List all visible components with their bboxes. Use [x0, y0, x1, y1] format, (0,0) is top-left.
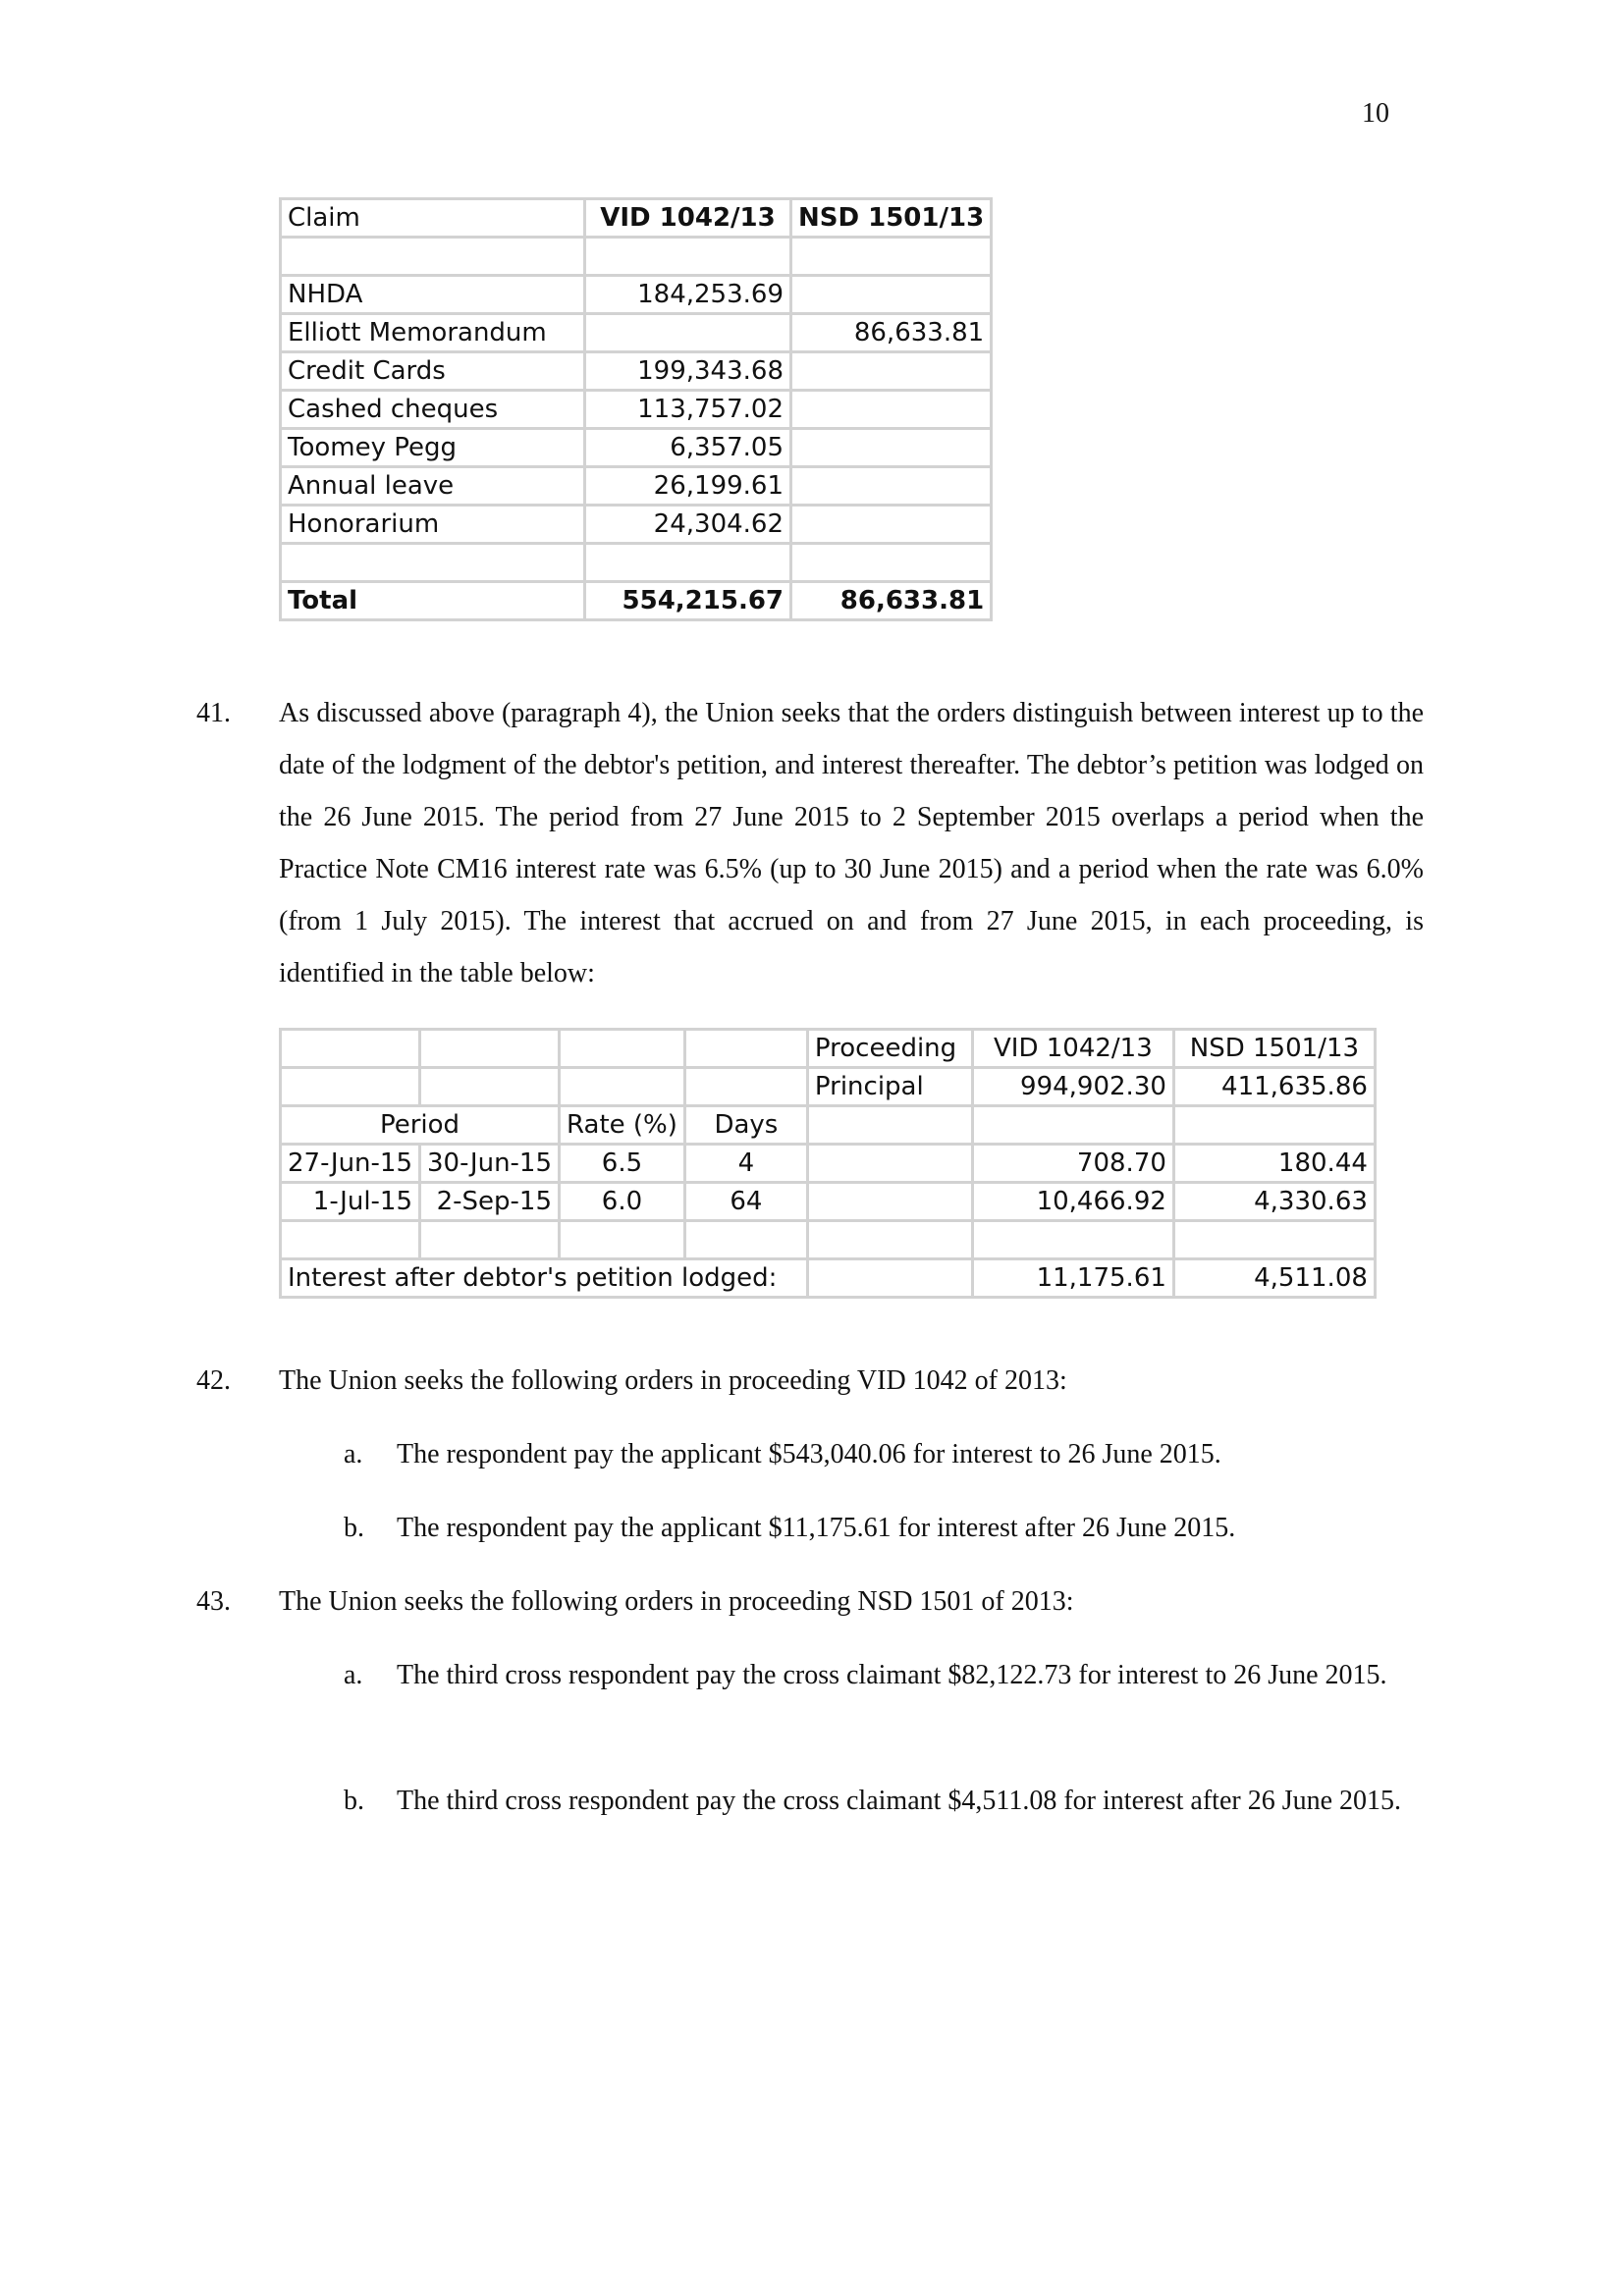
interest-table — [279, 1028, 1377, 1299]
claim-nsd-value — [791, 391, 992, 429]
item-label: a. — [344, 1660, 363, 1690]
item-text: The third cross respondent pay the cross claimant $4,511.08 for interest after 26 June 2015. — [397, 1786, 1402, 1816]
empty-row — [281, 1221, 1376, 1259]
table-row — [281, 1030, 1376, 1068]
period-end: 2-Sep-15 — [420, 1183, 560, 1221]
paragraph-42 — [196, 1355, 1424, 1407]
empty-row — [281, 544, 992, 582]
total-row — [281, 1259, 1376, 1298]
table-row — [281, 314, 992, 352]
claim-name: NHDA — [281, 276, 585, 314]
nsd-interest: 4,330.63 — [1173, 1183, 1375, 1221]
item-label: a. — [344, 1439, 363, 1469]
claim-name: Elliott Memorandum — [281, 314, 585, 352]
column-header-nsd: NSD 1501/13 — [791, 199, 992, 238]
claim-nsd-value: 86,633.81 — [791, 314, 992, 352]
order-item — [344, 1428, 1424, 1480]
claims-table — [279, 197, 993, 621]
period-header: Period — [281, 1106, 560, 1145]
page-number: 10 — [1362, 98, 1389, 129]
column-header-claim: Claim — [281, 199, 585, 238]
table-row — [281, 276, 992, 314]
column-header-nsd: NSD 1501/13 — [1173, 1030, 1375, 1068]
table-row — [281, 1068, 1376, 1106]
total-label: Total — [281, 582, 585, 620]
claim-vid-value: 26,199.61 — [585, 467, 791, 506]
days-value: 64 — [684, 1183, 807, 1221]
period-start: 1-Jul-15 — [281, 1183, 420, 1221]
item-text: The respondent pay the applicant $543,040.06 for interest to 26 June 2015. — [397, 1439, 1221, 1469]
proceeding-label: Proceeding — [807, 1030, 972, 1068]
empty-row — [281, 238, 992, 276]
order-item — [344, 1502, 1424, 1554]
vid-interest: 10,466.92 — [972, 1183, 1173, 1221]
paragraph-number: 42. — [196, 1365, 231, 1396]
claim-nsd-value — [791, 506, 992, 544]
claim-vid-value — [585, 314, 791, 352]
paragraph-number: 41. — [196, 698, 231, 728]
claim-vid-value: 6,357.05 — [585, 429, 791, 467]
claim-vid-value: 199,343.68 — [585, 352, 791, 391]
nsd-interest: 180.44 — [1173, 1145, 1375, 1183]
paragraph-41 — [196, 687, 1424, 999]
claim-nsd-value — [791, 467, 992, 506]
item-text: The respondent pay the applicant $11,175.61 for interest after 26 June 2015. — [397, 1513, 1236, 1543]
days-value: 4 — [684, 1145, 807, 1183]
order-item — [344, 1775, 1424, 1827]
item-text: The third cross respondent pay the cross claimant $82,122.73 for interest to 26 June 2015. — [397, 1660, 1387, 1690]
paragraph-text: As discussed above (paragraph 4), the Union seeks that the orders distinguish between interest up to the date of the lodgment of the debtor's petition, and interest thereafter. The debtor’s petition was lodged on the 26 June 2015. The period from 27 June 2015 to 2 September 2015 overlaps a period when the Practice Note CM16 interest rate was 6.5% (up to 30 June 2015) and a period when the rate was 6.0% (from 1 July 2015). The interest that accrued on and from 27 June 2015, in each proceeding, is identified in the table below: — [279, 698, 1424, 988]
period-start: 27-Jun-15 — [281, 1145, 420, 1183]
table-row — [281, 391, 992, 429]
days-header: Days — [684, 1106, 807, 1145]
order-item — [344, 1649, 1424, 1701]
total-label: Interest after debtor's petition lodged: — [281, 1259, 808, 1298]
claim-name: Cashed cheques — [281, 391, 585, 429]
claim-nsd-value — [791, 276, 992, 314]
claim-name: Annual leave — [281, 467, 585, 506]
claim-nsd-value — [791, 352, 992, 391]
item-label: b. — [344, 1786, 364, 1816]
table-row — [281, 1183, 1376, 1221]
rate-value: 6.0 — [560, 1183, 685, 1221]
table-row — [281, 352, 992, 391]
paragraph-text: The Union seeks the following orders in proceeding VID 1042 of 2013: — [279, 1365, 1067, 1396]
paragraph-43 — [196, 1575, 1424, 1628]
claim-nsd-value — [791, 429, 992, 467]
total-vid-value: 554,215.67 — [585, 582, 791, 620]
table-row — [281, 1145, 1376, 1183]
paragraph-text: The Union seeks the following orders in proceeding NSD 1501 of 2013: — [279, 1586, 1074, 1617]
claim-name: Honorarium — [281, 506, 585, 544]
table-row — [281, 467, 992, 506]
paragraph-number: 43. — [196, 1586, 231, 1617]
table-header-row — [281, 199, 992, 238]
table-row — [281, 429, 992, 467]
claim-name: Credit Cards — [281, 352, 585, 391]
claim-vid-value: 113,757.02 — [585, 391, 791, 429]
column-header-vid: VID 1042/13 — [972, 1030, 1173, 1068]
item-label: b. — [344, 1513, 364, 1543]
table-header-row — [281, 1106, 1376, 1145]
nsd-principal: 411,635.86 — [1173, 1068, 1375, 1106]
rate-header: Rate (%) — [560, 1106, 685, 1145]
vid-principal: 994,902.30 — [972, 1068, 1173, 1106]
total-row — [281, 582, 992, 620]
claim-name: Toomey Pegg — [281, 429, 585, 467]
vid-interest: 708.70 — [972, 1145, 1173, 1183]
period-end: 30-Jun-15 — [420, 1145, 560, 1183]
total-nsd-value: 86,633.81 — [791, 582, 992, 620]
column-header-vid: VID 1042/13 — [585, 199, 791, 238]
rate-value: 6.5 — [560, 1145, 685, 1183]
claim-vid-value: 184,253.69 — [585, 276, 791, 314]
total-vid-value: 11,175.61 — [972, 1259, 1173, 1298]
table-row — [281, 506, 992, 544]
total-nsd-value: 4,511.08 — [1173, 1259, 1375, 1298]
claim-vid-value: 24,304.62 — [585, 506, 791, 544]
principal-label: Principal — [807, 1068, 972, 1106]
